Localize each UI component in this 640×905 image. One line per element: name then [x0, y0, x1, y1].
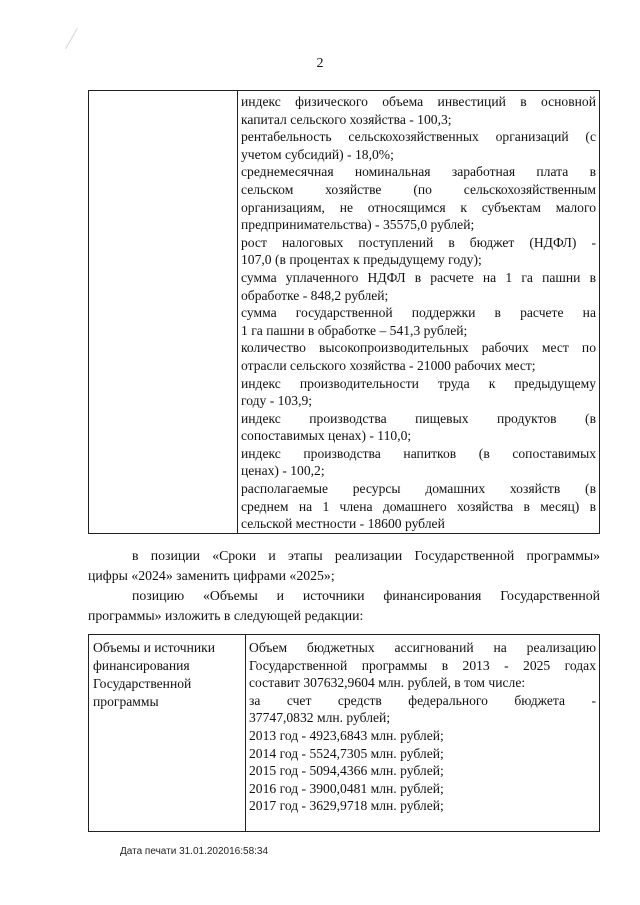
funding-line: 2015 год - 5094,4366 млн. рублей;	[249, 763, 444, 779]
funding-label-line: финансирования	[93, 658, 190, 673]
funding-line: Объем бюджетных ассигнований на реализацию	[249, 640, 596, 655]
paragraph-line: программы» изложить в следующей редакции:	[88, 608, 364, 623]
indicator-line: капитал сельского хозяйства - 100,3;	[241, 111, 452, 127]
indicator-line: сумма государственной поддержки в расчете на	[241, 305, 596, 321]
indicator-item	[241, 304, 596, 339]
indicator-item	[241, 93, 596, 128]
indicator-line: индекс производства напитков (в сопоставимых	[241, 445, 596, 461]
indicator-line: 107,0 (в процентах к предыдущему году);	[241, 252, 482, 268]
indicator-item	[241, 445, 596, 480]
indicators-list	[238, 91, 600, 534]
indicator-line: индекс физического объема инвестиций в основной	[241, 94, 596, 109]
indicator-line: ценах) - 100,2;	[241, 463, 325, 479]
indicator-line: сопоставимых ценах) - 110,0;	[241, 428, 412, 444]
indicator-item	[241, 480, 596, 533]
funding-table	[88, 634, 600, 832]
indicator-line: количество высокопроизводительных рабочих мест по	[241, 340, 596, 356]
indicator-item	[241, 163, 596, 233]
funding-label-line: программы	[93, 694, 159, 709]
indicator-line: рост налоговых поступлений в бюджет (НДФЛ) -	[241, 234, 596, 250]
funding-line: за счет средств федерального бюджета -	[249, 692, 596, 708]
paragraph-line: цифры «2024» заменить цифрами «2025»;	[88, 568, 335, 583]
paragraph-line: позицию «Объемы и источники финансирования Государственной	[132, 588, 600, 603]
funding-line: 2013 год - 4923,6843 млн. рублей;	[249, 727, 444, 743]
indicator-line: среднем на 1 члена домашнего хозяйства в месяц) в	[241, 498, 596, 514]
indicator-item	[241, 269, 596, 304]
indicator-item	[241, 410, 596, 445]
indicator-item	[241, 375, 596, 410]
indicator-line: организациям, не относящимся к субъектам малого	[241, 199, 596, 215]
indicator-line: учетом субсидий) - 18,0%;	[241, 146, 394, 162]
funding-line: составит 307632,9604 млн. рублей, в том числе:	[249, 675, 526, 691]
indicator-line: году - 103,9;	[241, 393, 313, 409]
deadline-amendment-paragraph	[88, 546, 600, 586]
indicator-line: 1 га пашни в обработке – 541,3 рублей;	[241, 322, 468, 338]
indicator-item	[241, 234, 596, 269]
print-date: Дата печати 31.01.202016:58:34	[120, 846, 269, 857]
indicator-line: индекс производства пищевых продуктов (в	[241, 410, 596, 426]
funding-content-cell	[246, 635, 600, 832]
indicator-item	[241, 339, 596, 374]
funding-line: Государственной программы в 2013 - 2025 годах	[249, 657, 596, 673]
indicator-line: предпринимательства) - 35575,0 рублей;	[241, 217, 475, 233]
funding-line: 2017 год - 3629,9718 млн. рублей;	[249, 798, 444, 814]
indicator-line: отрасли сельского хозяйства - 21000 рабочих мест;	[241, 357, 536, 373]
indicator-line: обработке - 848,2 рублей;	[241, 287, 389, 303]
paragraph-line: в позиции «Сроки и этапы реализации Государственной программы»	[132, 548, 600, 563]
scan-mark	[65, 28, 90, 56]
indicator-line: рентабельность сельскохозяйственных организаций (с	[241, 129, 596, 145]
indicator-item	[241, 128, 596, 163]
indicator-line: индекс производительности труда к предыдущему	[241, 375, 596, 391]
indicator-line: сельском хозяйстве (по сельскохозяйственным	[241, 181, 596, 197]
funding-label-cell	[89, 635, 246, 832]
indicator-line: сельской местности - 18600 рублей	[241, 516, 445, 532]
page-number: 2	[316, 56, 324, 71]
funding-line: 2014 год - 5524,7305 млн. рублей;	[249, 745, 444, 761]
funding-line: 2016 год - 3900,0481 млн. рублей;	[249, 780, 444, 796]
indicator-line: располагаемые ресурсы домашних хозяйств (в	[241, 481, 596, 497]
indicators-table-empty-cell	[89, 91, 238, 534]
funding-label-line: Объемы и источники	[93, 640, 216, 655]
funding-label-line: Государственной	[93, 676, 192, 691]
funding-line: 37747,0832 млн. рублей;	[249, 710, 391, 726]
funding-amendment-paragraph	[88, 586, 600, 626]
indicator-line: среднемесячная номинальная заработная плата в	[241, 164, 596, 180]
indicators-table	[88, 90, 600, 534]
indicator-line: сумма уплаченного НДФЛ в расчете на 1 га пашни в	[241, 269, 596, 285]
